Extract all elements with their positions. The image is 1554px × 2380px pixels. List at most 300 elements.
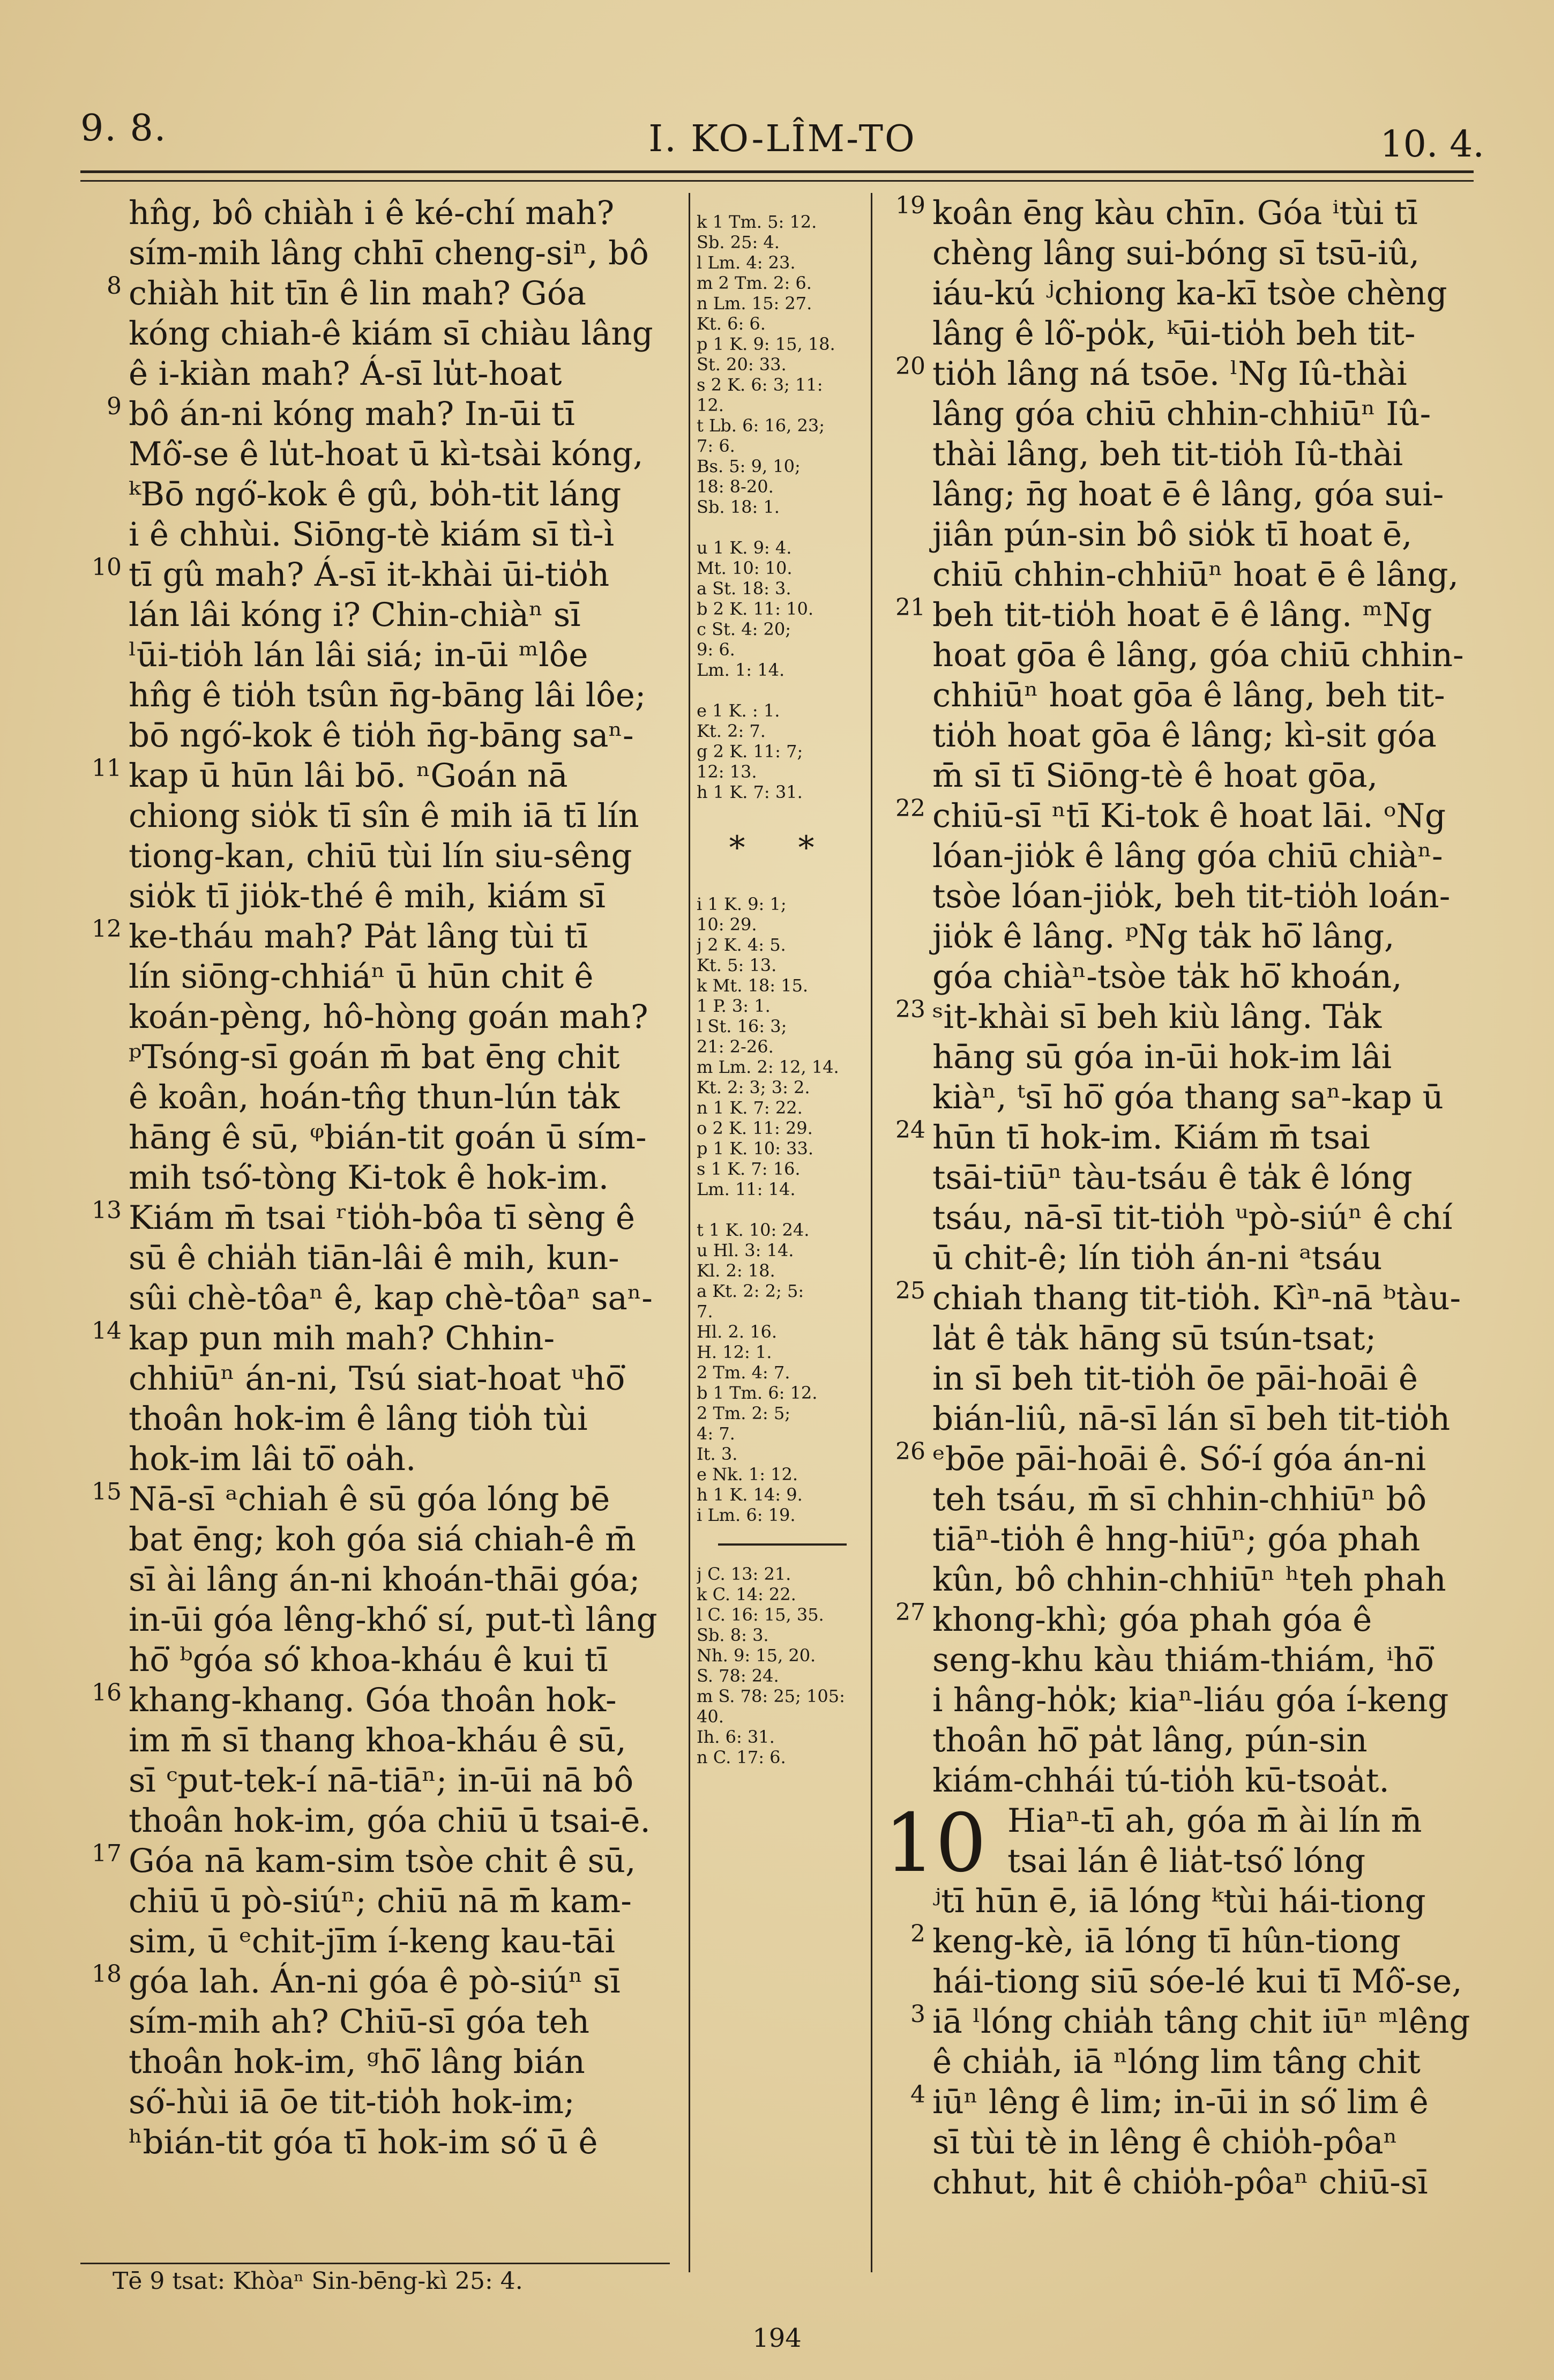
left-text-column [80, 193, 670, 2162]
text-line [884, 836, 1479, 876]
cross-reference: l St. 16: 3; [697, 1016, 787, 1036]
verse-text: bián-liû, nā-sī lán sī beh tit-tio̍h [932, 1400, 1451, 1438]
verse-text: tiāⁿ-tio̍h ê hng-hiūⁿ; góa phah [932, 1520, 1421, 1558]
verse-number: 21 [895, 595, 925, 621]
header-rule [80, 170, 1474, 173]
text-line [884, 273, 1479, 314]
verse-text: iáu-kú ʲchiong ka-kī tsòe chèng [932, 274, 1447, 312]
text-line [80, 514, 670, 555]
verse-text: lâng ê lô͘-po̍k, ᵏūi-tio̍h beh tit- [932, 315, 1416, 353]
text-line [884, 555, 1479, 595]
cross-reference: Kt. 2: 7. [697, 721, 766, 741]
text-line [80, 1399, 670, 1439]
cross-reference: b 1 Tm. 6: 12. [697, 1383, 818, 1403]
verse-text: sím-mih ah? Chiū-sī góa teh [129, 2003, 590, 2041]
verse-number: 25 [895, 1278, 925, 1304]
text-line [80, 1881, 670, 1921]
verse-text: la̍t ê ta̍k hāng sū tsún-tsat; [932, 1319, 1377, 1357]
verse-text: keng-kè, iā lóng tī hûn-tiong [932, 1922, 1401, 1960]
text-line [884, 1841, 1479, 1881]
verse-number: 17 [92, 1841, 122, 1867]
verse-number: 11 [92, 756, 122, 782]
verse-text: thài lâng, beh tit-tio̍h Iû-thài [932, 435, 1403, 473]
text-line [884, 434, 1479, 474]
text-line [884, 514, 1479, 555]
header-book-title: I. KO-LÎM-TO [648, 118, 916, 160]
cross-reference: u 1 K. 9: 4. [697, 538, 792, 558]
text-line [884, 1640, 1479, 1680]
verse-text: hāng sū góa in-ūi hok-im lâi [932, 1038, 1392, 1076]
cross-reference: i 1 K. 9: 1; [697, 894, 787, 914]
verse-number: 10 [92, 555, 122, 581]
verse-number: 3 [910, 2002, 925, 2028]
text-line [80, 354, 670, 394]
cross-reference: k Mt. 18: 15. [697, 975, 809, 996]
verse-text: thoân hok-im ê lâng tio̍h tùi [129, 1400, 588, 1438]
cross-reference: p 1 K. 10: 33. [697, 1138, 813, 1159]
text-line [884, 354, 1479, 394]
verse-number: 19 [895, 193, 925, 219]
verse-number: 24 [895, 1117, 925, 1144]
verse-text: ū chit-ê; lín tio̍h án-ni ᵃtsáu [932, 1239, 1383, 1277]
verse-text: lâng; n̄g hoat ē ê lâng, góa sui- [932, 475, 1444, 513]
verse-text: seng-khu kàu thiám-thiám, ⁱhō͘ [932, 1641, 1434, 1679]
text-line [884, 997, 1479, 1037]
cross-reference: l C. 16: 15, 35. [697, 1605, 824, 1625]
text-line [884, 957, 1479, 997]
verse-number: 16 [92, 1680, 122, 1706]
verse-text: iā ˡlóng chia̍h tâng chit iūⁿ ᵐlêng [932, 2003, 1470, 2041]
cross-reference: m S. 78: 25; 105: [697, 1686, 845, 1706]
text-line [80, 314, 670, 354]
text-line [80, 836, 670, 876]
verse-text: i ê chhùi. Siōng-tè kiám sī tì-ì [129, 516, 615, 554]
verse-text: tsòe lóan-jio̍k, beh tit-tio̍h loán- [932, 877, 1451, 915]
text-line [884, 796, 1479, 836]
cross-reference: 7: 6. [697, 436, 735, 456]
cross-reference: Kt. 6: 6. [697, 314, 766, 334]
cross-reference: t Lb. 6: 16, 23; [697, 415, 825, 436]
text-line [80, 1439, 670, 1479]
verse-text: ê koân, hoán-tn̂g thun-lún ta̍k [129, 1078, 620, 1116]
cross-reference: 7. [697, 1301, 713, 1322]
verse-text: bô án-ni kóng mah? In-ūi tī [129, 395, 575, 433]
text-line [80, 1961, 670, 2002]
text-line [884, 1399, 1479, 1439]
text-line [884, 1519, 1479, 1560]
verse-text: in sī beh tit-tio̍h ōe pāi-hoāi ê [932, 1360, 1418, 1398]
text-line [884, 1117, 1479, 1158]
verse-number: 2 [910, 1921, 925, 1948]
cross-reference: 9: 6. [697, 639, 735, 660]
verse-text: hok-im lâi tō͘ oa̍h. [129, 1440, 416, 1478]
verse-text: hn̂g ê tio̍h tsûn n̄g-bāng lâi lôe; [129, 676, 646, 714]
text-line [884, 756, 1479, 796]
reference-gap [697, 874, 868, 894]
text-line [80, 675, 670, 715]
verse-text: jio̍k ê lâng. ᵖNg ta̍k hō͘ lâng, [932, 917, 1395, 956]
verse-text: hoat gōa ê lâng, góa chiū chhin- [932, 636, 1464, 674]
footnote: Tē 9 tsat: Khòaⁿ Sin-bēng-kì 25: 4. [113, 2267, 523, 2295]
text-line [80, 756, 670, 796]
text-line [80, 1921, 670, 1961]
verse-text: chhiūⁿ án-ni, Tsú siat-hoat ᵘhō͘ [129, 1360, 625, 1398]
text-line [80, 1077, 670, 1117]
verse-text: kóng chiah-ê kiám sī chiàu lâng [129, 315, 653, 353]
verse-text: ᵏBō ngó͘-kok ê gû, bo̍h-tit láng [129, 475, 622, 513]
cross-reference: a Kt. 2: 2; 5: [697, 1281, 804, 1301]
header-rule-thin [80, 180, 1474, 182]
cross-reference: Nh. 9: 15, 20. [697, 1645, 816, 1666]
page-number: 194 [752, 2323, 802, 2353]
verse-text: sī ài lâng án-ni khoán-thāi góa; [129, 1561, 640, 1599]
cross-reference: Sb. 25: 4. [697, 232, 780, 252]
cross-reference: k 1 Tm. 5: 12. [697, 212, 817, 232]
cross-reference: j 2 K. 4: 5. [697, 935, 786, 955]
cross-reference: Kt. 2: 3; 3: 2. [697, 1077, 810, 1098]
cross-reference: b 2 K. 11: 10. [697, 599, 813, 619]
cross-reference: l Lm. 4: 23. [697, 252, 796, 273]
verse-text: khang-khang. Góa thoân hok- [129, 1681, 617, 1719]
text-line [884, 1077, 1479, 1117]
text-line [884, 916, 1479, 957]
text-line [80, 1037, 670, 1077]
verse-number: 12 [92, 916, 122, 943]
verse-text: tsāi-tiūⁿ tàu-tsáu ê ta̍k ê lóng [932, 1159, 1413, 1197]
verse-text: ke-tháu mah? Pa̍t lâng tùi tī [129, 917, 588, 956]
text-line [884, 2122, 1479, 2162]
verse-text: lâng góa chiū chhin-chhiūⁿ Iû- [932, 395, 1431, 433]
text-line [884, 1720, 1479, 1760]
text-line [884, 1961, 1479, 2002]
text-line [884, 675, 1479, 715]
cross-reference: c St. 4: 20; [697, 619, 791, 639]
verse-number: 4 [910, 2082, 925, 2108]
text-line [80, 1720, 670, 1760]
text-line [80, 1519, 670, 1560]
verse-text: sim, ū ᵉchit-jīm í-keng kau-tāi [129, 1922, 616, 1960]
verse-text: chhut, hit ê chio̍h-pôaⁿ chiū-sī [932, 2163, 1428, 2202]
text-line [80, 2042, 670, 2082]
text-line [80, 193, 670, 233]
verse-text: ᵖTsóng-sī goán m̄ bat ēng chit [129, 1038, 620, 1076]
text-line [80, 957, 670, 997]
verse-text: kiàⁿ, ᵗsī hō͘ góa thang saⁿ-kap ū [932, 1078, 1444, 1116]
cross-reference: 2 Tm. 4: 7. [697, 1362, 790, 1383]
cross-reference: m 2 Tm. 2: 6. [697, 273, 812, 293]
verse-text: chiàh hit tīn ê lin mah? Góa [129, 274, 586, 312]
verse-number: 14 [92, 1318, 122, 1345]
chapter-start [884, 1797, 1479, 1890]
text-line [80, 1841, 670, 1881]
text-line [80, 1278, 670, 1318]
cross-reference: i Lm. 6: 19. [697, 1505, 796, 1525]
verse-number: 23 [895, 997, 925, 1023]
text-line [884, 1198, 1479, 1238]
text-line [884, 1680, 1479, 1720]
verse-text: khong-khì; góa phah góa ê [932, 1601, 1372, 1639]
cross-reference: n 1 K. 7: 22. [697, 1098, 803, 1118]
text-line [884, 394, 1479, 434]
verse-text: Hiaⁿ-tī ah, góa m̄ ài lín m̄ [1007, 1802, 1422, 1840]
header-left-reference: 9. 8. [80, 107, 167, 150]
text-line [80, 1117, 670, 1158]
text-line [884, 1278, 1479, 1318]
verse-text: lín siōng-chhiáⁿ ū hūn chit ê [129, 958, 594, 996]
verse-text: tio̍h lâng ná tsōe. ˡNg Iû-thài [932, 355, 1407, 393]
cross-reference: H. 12: 1. [697, 1342, 772, 1362]
cross-reference: Lm. 1: 14. [697, 660, 785, 680]
cross-reference: 1 P. 3: 1. [697, 996, 771, 1016]
reference-gap [697, 1199, 868, 1220]
verse-text: Nā-sī ᵃchiah ê sū góa lóng bē [129, 1480, 610, 1518]
verse-text: Góa nā kam-sim tsòe chit ê sū, [129, 1842, 636, 1880]
verse-text: ʰbián-tit góa tī hok-im só͘ ū ê [129, 2123, 598, 2161]
column-divider-right [871, 193, 872, 2272]
cross-reference: Sb. 18: 1. [697, 497, 780, 517]
column-divider-left [689, 193, 690, 2272]
text-line [80, 1238, 670, 1278]
verse-text: lóan-jio̍k ê lâng góa chiū chiàⁿ- [932, 837, 1443, 875]
text-line [80, 876, 670, 916]
text-line [884, 2042, 1479, 2082]
text-line [884, 1238, 1479, 1278]
text-line [80, 434, 670, 474]
text-line [884, 1921, 1479, 1961]
verse-text: thoân hō͘ pa̍t lâng, pún-sin [932, 1721, 1368, 1759]
text-line [884, 1801, 1479, 1841]
verse-number: 27 [895, 1600, 925, 1626]
verse-text: sûi chè-tôaⁿ ê, kap chè-tôaⁿ saⁿ- [129, 1279, 653, 1317]
verse-number: 13 [92, 1198, 122, 1224]
cross-reference: s 2 K. 6: 3; 11: [697, 375, 823, 395]
reference-gap [697, 802, 868, 823]
verse-number: 20 [895, 354, 925, 380]
cross-reference: e Nk. 1: 12. [697, 1464, 798, 1484]
text-line [884, 1158, 1479, 1198]
text-line [884, 474, 1479, 514]
verse-text: chiū ū pò-siúⁿ; chiū nā m̄ kam- [129, 1882, 632, 1920]
verse-text: ê chia̍h, iā ⁿlóng lim tâng chit [932, 2043, 1421, 2081]
cross-reference: a St. 18: 3. [697, 578, 791, 599]
verse-text: chiū chhin-chhiūⁿ hoat ē ê lâng, [932, 556, 1459, 594]
verse-text: thoân hok-im, ᵍhō͘ lâng bián [129, 2043, 585, 2081]
verse-text: im m̄ sī thang khoa-kháu ê sū, [129, 1721, 626, 1759]
verse-text: sī tùi tè in lêng ê chio̍h-pôaⁿ [932, 2123, 1398, 2161]
section-stars: * * [729, 829, 836, 867]
text-line [80, 233, 670, 273]
text-line [80, 997, 670, 1037]
verse-text: ᵉbōe pāi-hoāi ê. Só͘-í góa án-ni [932, 1440, 1426, 1478]
text-line [884, 876, 1479, 916]
text-line [80, 916, 670, 957]
verse-text: hāng ê sū, ᵠbián-tit goán ū sím- [129, 1118, 647, 1157]
cross-reference: Kl. 2: 18. [697, 1260, 775, 1281]
verse-text: góa lah. Án-ni góa ê pò-siúⁿ sī [129, 1963, 621, 2001]
cross-reference: n C. 17: 6. [697, 1747, 786, 1767]
cross-reference: u Hl. 3: 14. [697, 1240, 794, 1260]
chapter-number: 10 [884, 1797, 987, 1890]
verse-text: chiong sio̍k tī sîn ê mih iā tī lín [129, 797, 639, 835]
text-line [80, 474, 670, 514]
text-line [884, 595, 1479, 635]
verse-number: 18 [92, 1961, 122, 1988]
cross-reference: e 1 K. : 1. [697, 700, 780, 721]
text-line [80, 796, 670, 836]
text-line [80, 273, 670, 314]
verse-text: sio̍k tī jio̍k-thé ê mih, kiám sī [129, 877, 606, 915]
page-header [80, 107, 1484, 171]
text-line [884, 1600, 1479, 1640]
reference-gap [697, 680, 868, 700]
verse-text: tsai lán ê lia̍t-tsó͘ lóng [1007, 1842, 1366, 1880]
verse-text: chiah thang tit-tio̍h. Kìⁿ-nā ᵇtàu- [932, 1279, 1461, 1317]
verse-text: ʲtī hūn ē, iā lóng ᵏtùi hái-tiong [932, 1882, 1426, 1920]
text-line [80, 555, 670, 595]
text-line [80, 1318, 670, 1359]
verse-text: chèng lâng sui-bóng sī tsū-iû, [932, 234, 1420, 272]
text-line [80, 1600, 670, 1640]
text-line [884, 715, 1479, 756]
text-line [80, 715, 670, 756]
verse-text: sū ê chia̍h tiān-lâi ê mih, kun- [129, 1239, 619, 1277]
text-line [884, 193, 1479, 233]
text-line [80, 635, 670, 675]
verse-text: tiong-kan, chiū tùi lín siu-sêng [129, 837, 632, 875]
verse-text: teh tsáu, m̄ sī chhin-chhiūⁿ bô [932, 1480, 1427, 1518]
cross-reference: Kt. 5: 13. [697, 955, 777, 975]
verse-text: kûn, bô chhin-chhiūⁿ ʰteh phah [932, 1561, 1446, 1599]
text-line [80, 1801, 670, 1841]
verse-text: kiám-chhái tú-tio̍h kū-tsoa̍t. [932, 1762, 1389, 1800]
right-text-column [884, 193, 1479, 2203]
cross-reference: n Lm. 15: 27. [697, 293, 812, 314]
verse-text: Mô͘-se ê lu̍t-hoat ū kì-tsài kóng, [129, 435, 644, 473]
cross-reference: Bs. 5: 9, 10; [697, 456, 801, 476]
text-line [884, 1359, 1479, 1399]
verse-text: hái-tiong siū sóe-lé kui tī Mô͘-se, [932, 1963, 1462, 2001]
verse-text: mih tsó͘-tòng Ki-tok ê hok-im. [129, 1159, 609, 1197]
text-line [80, 1760, 670, 1801]
cross-reference: 18: 8-20. [697, 476, 774, 497]
verse-text: tio̍h hoat gōa ê lâng; kì-sit góa [932, 717, 1437, 755]
verse-text: beh tit-tio̍h hoat ē ê lâng. ᵐNg [932, 596, 1432, 634]
text-line [80, 595, 670, 635]
verse-text: bō ngó͘-kok ê tio̍h n̄g-bāng saⁿ- [129, 717, 634, 755]
text-line [884, 1479, 1479, 1519]
cross-reference: g 2 K. 11: 7; [697, 741, 803, 762]
verse-text: chiū-sī ⁿtī Ki-tok ê hoat lāi. ᵒNg [932, 797, 1446, 835]
verse-text: góa chiàⁿ-tsòe ta̍k hō͘ khoán, [932, 958, 1402, 996]
text-line [884, 2162, 1479, 2203]
text-line [80, 2122, 670, 2162]
text-line [80, 1680, 670, 1720]
verse-text: in-ūi góa lêng-khó͘ sí, put-tì lâng [129, 1601, 658, 1639]
cross-reference: 12. [697, 395, 724, 415]
text-line [80, 1640, 670, 1680]
cross-reference: St. 20: 33. [697, 354, 787, 375]
verse-text: hūn tī hok-im. Kiám m̄ tsai [932, 1118, 1370, 1157]
cross-reference: 10: 29. [697, 914, 757, 935]
cross-reference: m Lm. 2: 12, 14. [697, 1057, 839, 1077]
cross-reference: h 1 K. 14: 9. [697, 1484, 803, 1505]
verse-number: 9 [107, 394, 122, 420]
verse-text: tī gû mah? Á-sī it-khài ūi-tio̍h [129, 556, 610, 594]
cross-reference: Mt. 10: 10. [697, 558, 793, 578]
cross-reference: t 1 K. 10: 24. [697, 1220, 810, 1240]
text-line [884, 635, 1479, 675]
cross-reference: It. 3. [697, 1444, 738, 1464]
cross-reference: k C. 14: 22. [697, 1584, 796, 1605]
verse-text: sī ᶜput-tek-í nā-tiāⁿ; in-ūi nā bô [129, 1762, 634, 1800]
text-line [884, 1037, 1479, 1077]
cross-reference: j C. 13: 21. [697, 1564, 791, 1584]
verse-text: lán lâi kóng i? Chin-chiàⁿ sī [129, 596, 581, 634]
text-line [80, 1479, 670, 1519]
text-line [80, 1359, 670, 1399]
verse-number: 22 [895, 796, 925, 822]
verse-text: kap ū hūn lâi bō. ⁿGoán nā [129, 757, 568, 795]
cross-reference: Hl. 2. 16. [697, 1322, 778, 1342]
cross-reference: S. 78: 24. [697, 1666, 779, 1686]
cross-reference-column [697, 212, 868, 1767]
cross-reference: Lm. 11: 14. [697, 1179, 796, 1199]
verse-text: m̄ sī tī Siōng-tè ê hoat gōa, [932, 757, 1378, 795]
verse-text: chhiūⁿ hoat gōa ê lâng, beh tit- [932, 676, 1445, 714]
text-line [80, 394, 670, 434]
cross-reference: 2 Tm. 2: 5; [697, 1403, 791, 1423]
header-right-reference: 10. 4. [1380, 123, 1484, 166]
verse-text: thoân hok-im, góa chiū ū tsai-ē. [129, 1802, 651, 1840]
reference-divider [718, 1543, 847, 1546]
text-line [80, 2002, 670, 2042]
cross-reference: h 1 K. 7: 31. [697, 782, 803, 802]
verse-text: só͘-hùi iā ōe tit-tio̍h hok-im; [129, 2083, 575, 2121]
text-line [884, 233, 1479, 273]
cross-reference: Ih. 6: 31. [697, 1727, 775, 1747]
cross-reference: p 1 K. 9: 15, 18. [697, 334, 835, 354]
cross-reference: 4: 7. [697, 1423, 735, 1444]
cross-reference: o 2 K. 11: 29. [697, 1118, 813, 1138]
verse-text: ˡūi-tio̍h lán lâi siá; in-ūi ᵐlôe [129, 636, 588, 674]
text-line [80, 1158, 670, 1198]
cross-reference: s 1 K. 7: 16. [697, 1159, 801, 1179]
verse-text: kap pun mih mah? Chhin- [129, 1319, 555, 1357]
verse-text: tsáu, nā-sī tit-tio̍h ᵘpò-siúⁿ ê chí [932, 1199, 1453, 1237]
text-line [884, 1439, 1479, 1479]
text-line [884, 1881, 1479, 1921]
verse-text: koán-pèng, hô-hòng goán mah? [129, 998, 648, 1036]
text-line [884, 1560, 1479, 1600]
text-line [884, 314, 1479, 354]
verse-text: hn̂g, bô chiàh i ê ké-chí mah? [129, 194, 615, 232]
verse-text: iūⁿ lêng ê lim; in-ūi in só͘ lim ê [932, 2083, 1429, 2121]
verse-number: 15 [92, 1479, 122, 1505]
cross-reference: 12: 13. [697, 762, 757, 782]
cross-reference: 40. [697, 1706, 724, 1727]
verse-text: bat ēng; koh góa siá chiah-ê m̄ [129, 1520, 636, 1558]
verse-text: ê i-kiàn mah? Á-sī lu̍t-hoat [129, 355, 562, 393]
verse-number: 26 [895, 1439, 925, 1465]
reference-gap [697, 517, 868, 538]
verse-text: ˢit-khài sī beh kiù lâng. Ta̍k [932, 998, 1382, 1036]
verse-text: sím-mih lâng chhī cheng-siⁿ, bô [129, 234, 649, 272]
cross-reference: 21: 2-26. [697, 1036, 774, 1057]
cross-reference: Sb. 8: 3. [697, 1625, 769, 1645]
text-line [80, 2082, 670, 2122]
verse-text: i hâng-ho̍k; kiaⁿ-liáu góa í-keng [932, 1681, 1449, 1719]
verse-text: koân ēng kàu chīn. Góa ⁱtùi tī [932, 194, 1418, 232]
